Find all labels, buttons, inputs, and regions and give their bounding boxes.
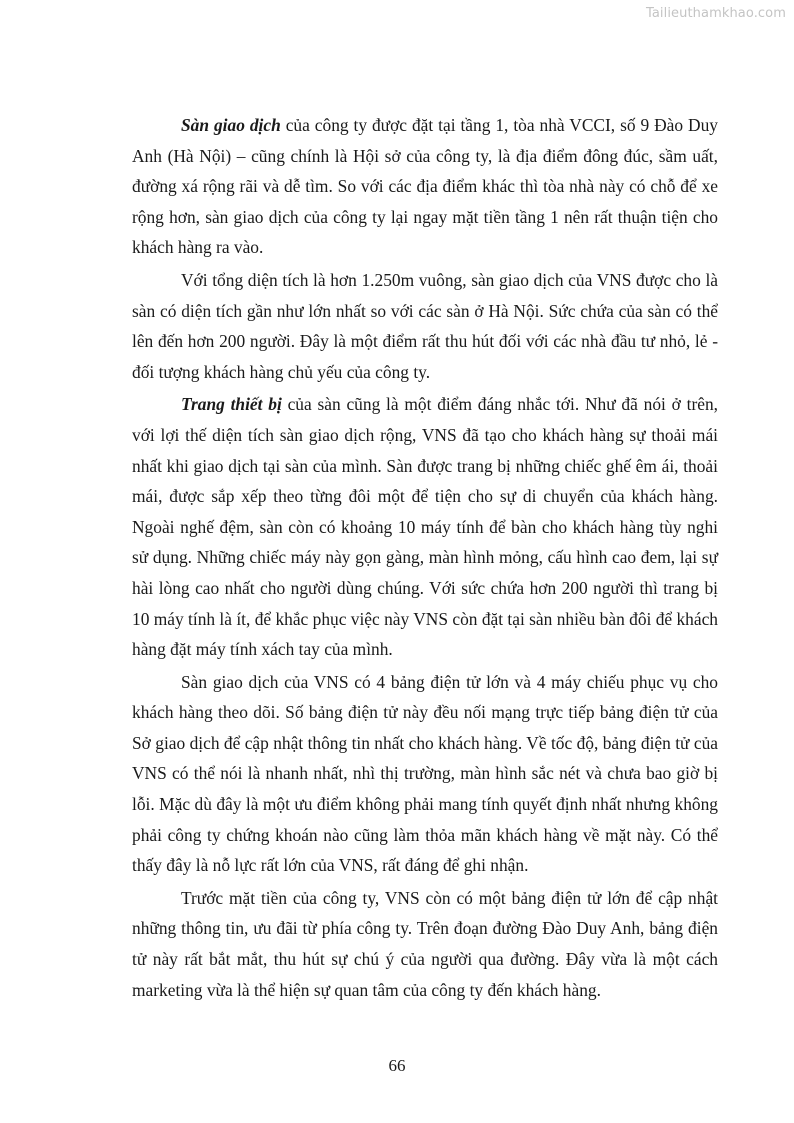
paragraph-text: Với tổng diện tích là hơn 1.250m vuông, sàn giao dịch của VNS được cho là sàn có diện tích gần như lớn nhất so với các sàn ở Hà Nội. Sức chứa của sàn có thể lên đến hơn 200 người. Đây là một điểm rất thu hút đối với các nhà đầu tư nhỏ, lẻ - đối tượng khách hàng chủ yếu của công ty.	[132, 269, 718, 382]
paragraph-lead: Sàn giao dịch	[181, 115, 281, 135]
paragraph-electronic-boards	[132, 667, 718, 881]
document-body	[132, 110, 718, 1007]
paragraph-trading-floor	[132, 110, 718, 263]
paragraph-text: Sàn giao dịch của VNS có 4 bảng điện tử lớn và 4 máy chiếu phục vụ cho khách hàng theo dõi. Số bảng điện tử này đều nối mạng trực tiếp bảng điện tử của Sở giao dịch để cập nhật thông tin nhất cho khách hàng. Về tốc độ, bảng điện tử của VNS có thể nói là nhanh nhất, nhì thị trường, màn hình sắc nét và chưa bao giờ bị lỗi. Mặc dù đây là một ưu điểm không phải mang tính quyết định nhất nhưng không phải công ty chứng khoán nào cũng làm thỏa mãn khách hàng về mặt này. Có thể thấy đây là nỗ lực rất lớn của VNS, rất đáng để ghi nhận.	[132, 671, 718, 876]
paragraph-floor-area	[132, 265, 718, 387]
watermark-text: Tailieuthamkhao.com	[645, 6, 786, 21]
paragraph-text: Trước mặt tiền của công ty, VNS còn có một bảng điện tử lớn để cập nhật những thông tin, ưu đãi từ phía công ty. Trên đoạn đường Đào Duy Anh, bảng điện tử này rất bắt mắt, thu hút sự chú ý của người qua đường. Đây vừa là một cách marketing vừa là thể hiện sự quan tâm của công ty đến khách hàng.	[132, 887, 718, 1000]
paragraph-text: của sàn cũng là một điểm đáng nhắc tới. Như đã nói ở trên, với lợi thế diện tích sàn giao dịch rộng, VNS đã tạo cho khách hàng sự thoải mái nhất khi giao dịch tại sàn của mình. Sàn được trang bị những chiếc ghế êm ái, thoải mái, được sắp xếp theo từng đôi một để tiện cho sự di chuyển của khách hàng. Ngoài nghế đệm, sàn còn có khoảng 10 máy tính để bàn cho khách hàng tùy nghi sử dụng. Những chiếc máy này gọn gàng, màn hình mỏng, cấu hình cao đem, lại sự hài lòng cao nhất cho người dùng chúng. Với sức chứa hơn 200 người thì trang bị 10 máy tính là ít, để khắc phục việc này VNS còn đặt tại sàn nhiều bàn đôi để khách hàng đặt máy tính xách tay của mình.	[132, 394, 718, 660]
paragraph-storefront-board	[132, 883, 718, 1005]
paragraph-lead: Trang thiết bị	[181, 394, 282, 415]
page-number: 66	[388, 1056, 406, 1075]
paragraph-text: của công ty được đặt tại tầng 1, tòa nhà VCCI, số 9 Đào Duy Anh (Hà Nội) – cũng chính là Hội sở của công ty, là địa điểm đông đúc, sầm uất, đường xá rộng rãi và dễ tìm. So với các địa điểm khác thì tòa nhà này có chỗ để xe rộng hơn, sàn giao dịch của công ty lại ngay mặt tiền tầng 1 nên rất thuận tiện cho khách hàng ra vào.	[132, 115, 718, 258]
paragraph-equipment	[132, 389, 718, 664]
